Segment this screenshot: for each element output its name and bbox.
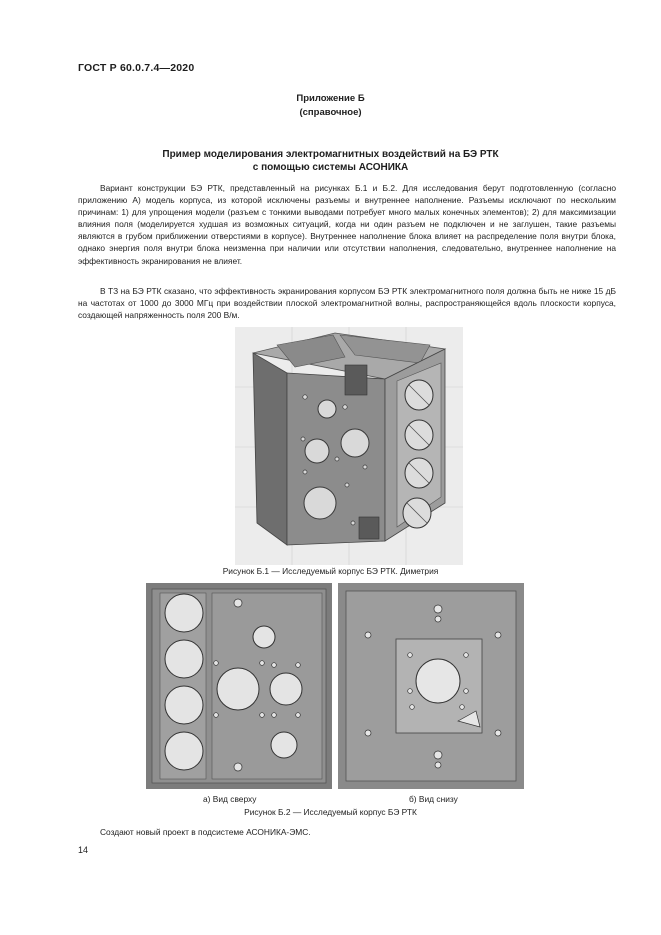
figure-b1-caption: Рисунок Б.1 — Исследуемый корпус БЭ РТК. Диметрия [222,566,439,576]
document-header: ГОСТ Р 60.0.7.4—2020 [78,62,195,74]
section-title-line1: Пример моделирования электромагнитных воздействий на БЭ РТК [162,149,499,160]
figure-b1-image [235,327,463,565]
figure-b2-sub-b: б) Вид снизу [409,794,458,804]
figure-b2b-image [338,583,524,789]
figure-b2-caption: Рисунок Б.2 — Исследуемый корпус БЭ РТК [244,807,417,817]
section-title-line2: с помощью системы АСОНИКА [252,162,409,173]
figure-b2a-image [146,583,332,789]
section-title [0,148,661,174]
appendix-note: (справочное) [299,107,362,118]
appendix-heading [0,92,661,120]
figure-b2-sub-a: а) Вид сверху [203,794,257,804]
paragraph-2: В ТЗ на БЭ РТК сказано, что эффективность экранирования корпусом БЭ РТК электромагнитного поля должна быть не ниже 15 дБ на частотах от 1000 до 3000 МГц при воздействии плоской электромагнитной волны, распространяющейся вдоль плоскости корпуса, создающей напряженность поля 200 В/м. [78,286,616,321]
closing-paragraph: Создают новый проект в подсистеме АСОНИКА-ЭМС. [100,827,311,837]
appendix-title: Приложение Б [296,93,365,104]
page-number: 14 [78,845,89,855]
paragraph-1: Вариант конструкции БЭ РТК, представленный на рисунках Б.1 и Б.2. Для исследования берут подготовленную (согласно приложению А) модель корпуса, из которой исключены разъемы и внутреннее наполнение. Разъемы исключают по нескольким причинам: 1) для упрощения модели (разъем с тонкими выводами потребует много малых конечных элементов); 2) для максимизации влияния поля (моделируется худшая из возможных ситуаций, когда ни один разъем не подключен и не заглушен, такие разъемы являются в грубом приближении отверстиями в корпусе). Внутреннее наполнение блока влияет на распределение поля внутри блока, однако энергия поля внутри блока неизменна при наличии или отсутствии наполнения, следовательно, внутреннее наполнение на эффективность экранирования не влияет. [78,183,616,266]
